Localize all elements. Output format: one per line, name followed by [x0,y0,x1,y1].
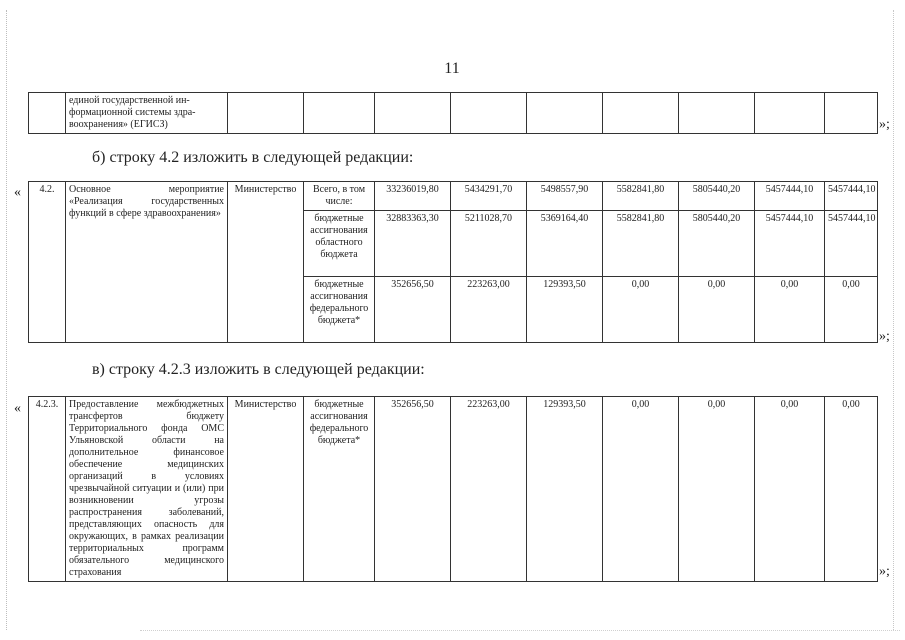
value-cell: 5211028,70 [451,211,527,277]
cell-source [304,93,375,134]
instruction-v: в) строку 4.2.3 изложить в следующей редакции: [92,361,425,378]
opening-quote: « [14,401,21,416]
cell-number [29,93,66,134]
value-cell: 5457444,10 [825,182,878,211]
value-cell: 352656,50 [375,397,451,582]
cell-value [451,93,527,134]
closing-quote: »; [879,329,890,344]
funding-source: бюджетные ассигнования федерального бюджета* [304,397,375,582]
value-cell: 5369164,40 [527,211,603,277]
table-top-fragment [28,92,878,134]
row-name: Предоставление межбюджетных трансфертов бюджету Территориального фонда ОМС Ульяновской области на дополнительное финансовое обеспечение медицинских организаций в условиях чрезвычайной ситуации и (или) при возникновении угрозы распространения заболеваний, представляющих опасность для окружающих, в рамках реализации территориальных программ обязательного медицинского страхования [66,397,228,582]
value-cell: 223263,00 [451,397,527,582]
value-cell: 0,00 [679,397,755,582]
value-cell: 32883363,30 [375,211,451,277]
row-name: Основное мероприятие «Реализация государственных функций в сфере здравоохранения» [66,182,228,343]
value-cell: 5434291,70 [451,182,527,211]
value-cell: 5457444,10 [825,211,878,277]
value-cell: 0,00 [679,277,755,343]
value-cell: 0,00 [603,397,679,582]
scan-edge-right [893,10,894,630]
value-cell: 0,00 [755,277,825,343]
page-number: 11 [444,60,460,77]
value-cell: 5582841,80 [603,211,679,277]
value-cell: 129393,50 [527,277,603,343]
funding-source: бюджетные ассигнования федерального бюджета* [304,277,375,343]
value-cell: 223263,00 [451,277,527,343]
name-line: формационной системы здра- [69,107,196,118]
row-executor: Министерство [228,397,304,582]
funding-source: Всего, в том числе: [304,182,375,211]
value-cell: 0,00 [825,277,878,343]
opening-quote: « [14,185,21,200]
row-number: 4.2.3. [29,397,66,582]
cell-value [527,93,603,134]
cell-value [679,93,755,134]
value-cell: 5805440,20 [679,182,755,211]
value-cell: 5582841,80 [603,182,679,211]
value-cell: 0,00 [755,397,825,582]
cell-value [375,93,451,134]
value-cell: 33236019,80 [375,182,451,211]
row-number: 4.2. [29,182,66,343]
value-cell: 5457444,10 [755,211,825,277]
funding-source: бюджетные ассигнования областного бюджета [304,211,375,277]
cell-value [755,93,825,134]
value-cell: 0,00 [825,397,878,582]
value-cell: 5498557,90 [527,182,603,211]
value-cell: 352656,50 [375,277,451,343]
closing-quote: »; [879,564,890,579]
value-cell: 5805440,20 [679,211,755,277]
cell-value [603,93,679,134]
cell-name [66,93,228,134]
row-executor: Министерство [228,182,304,343]
instruction-b: б) строку 4.2 изложить в следующей редакции: [92,149,414,166]
scan-edge-bottom [140,630,900,631]
name-line: единой государственной ин- [69,95,190,106]
value-cell: 129393,50 [527,397,603,582]
table-row-4-2 [28,181,878,343]
closing-quote: »; [879,117,890,132]
name-line: воохранения» (ЕГИСЗ) [69,119,168,130]
cell-value [825,93,878,134]
value-cell: 5457444,10 [755,182,825,211]
scan-edge-left [6,10,7,630]
cell-executor [228,93,304,134]
value-cell: 0,00 [603,277,679,343]
table-row-4-2-3 [28,396,878,582]
